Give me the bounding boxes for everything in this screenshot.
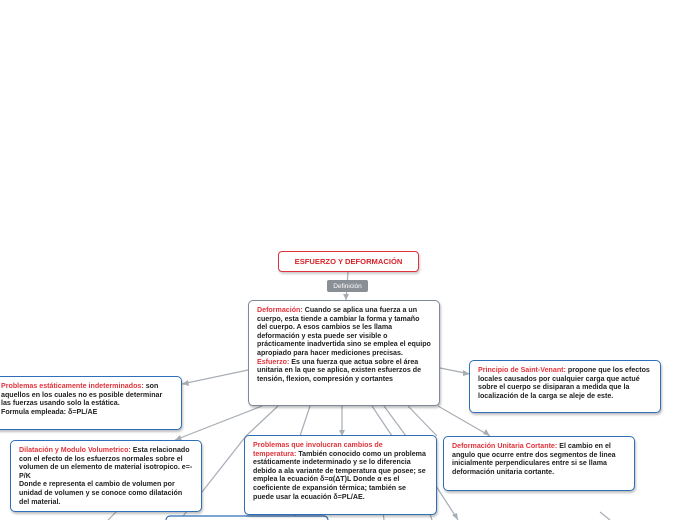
term-cortante: Deformación Unitaria Cortante: [452,442,558,450]
root-topic[interactable] [278,251,419,272]
term-temperatura: Problemas que involucran cambios de temperatura: [253,441,383,458]
term-indeterminados: Problemas estáticamente indeterminados: [1,382,144,390]
center-deformacion-text [257,306,431,358]
link-offscreen-12 [600,512,610,520]
def-deformacion: Cuando se aplica una fuerza a un cuerpo, esta tiende a cambiar la forma y tamaño del cuerpo. A esos cambios se les llama deformación y esta puede ser visible o prácticamente inadvertida sino se emplea el equipo apropiado para hacer mediciones precisas. [257,306,431,357]
term-esfuerzo: Esfuerzo: [257,357,290,366]
indeterminados-text [1,382,173,408]
node-cambios-temperatura[interactable] [244,435,437,515]
node-dilatacion[interactable] [10,440,202,512]
def-esfuerzo: Es una fuerza que actua sobre el área unitaria en la que se aplica, existen esfuerzos de tensión, flexion, compresión y cortantes [257,357,422,383]
dilatacion-text-2: Donde e representa el cambio de volumen por unidad de volumen y se conoce como dilatación del material. [19,480,183,506]
saint-venant-text [478,366,652,400]
def-temperatura: También conocido como un problema estáticamente indeterminado y se lo diferencia debido a ala variante de temperatura que posee; se emplea la ecuación δ=α(ΔT)L Donde α es el coeficiente de expansión térmica; también se puede usar la ecuación δ=PL/AE. [253,449,426,501]
temperatura-text [253,441,428,501]
link-offscreen-5 [408,406,437,436]
arrow-head-left-top [182,380,189,386]
root-topic-title: ESFUERZO Y DEFORMACIÓN [294,257,403,266]
connector-label-text: Definición [333,282,362,290]
connector-label-definicion [327,280,368,292]
indeterminados-formula: Formula empleada: δ=PL/AE [1,407,98,416]
center-esfuerzo-text [257,358,431,384]
link-offscreen-4 [384,406,406,436]
term-dilatacion: Dilatación y Modulo Volumetrico: [19,446,131,454]
link-center-left-top [182,370,248,384]
node-saint-venant[interactable] [469,360,661,413]
term-saint-venant: Principio de Saint-Venant: [478,366,566,374]
offscreen-node-edge [166,516,328,520]
center-topic[interactable] [248,300,440,406]
term-deformacion: Deformación: [257,306,303,314]
node-deformacion-cortante[interactable] [443,436,635,491]
node-problemas-indeterminados[interactable] [0,376,182,430]
def-cortante: El cambio en el angulo que ocurre entre dos segmentos de linea inicialmente perpendiculares entre si se llama deformación unitaria cortante. [452,442,616,476]
def-indeterminados: son aquellos en los cuales no es posible determinar las fuerzas usando solo la estática. [1,382,163,408]
link-offscreen-2 [300,406,310,436]
link-offscreen-3 [372,406,392,436]
def-dilatacion: Esta relacionado con el efecto de los esfuerzos normales sobre el volumen de un elemento de material isotropico. e=-P/K [19,446,193,480]
cortante-text [452,442,626,476]
arrow-head-offscreen-1 [452,513,458,520]
dilatacion-text [19,446,193,480]
def-saint-venant: propone que los efectos locales causados por cualquier carga que actué sobre el cuerpo se disiparan a medida que la localización de la carga se aleje de este. [478,366,650,400]
arrow-head-right-bottom [483,429,490,436]
